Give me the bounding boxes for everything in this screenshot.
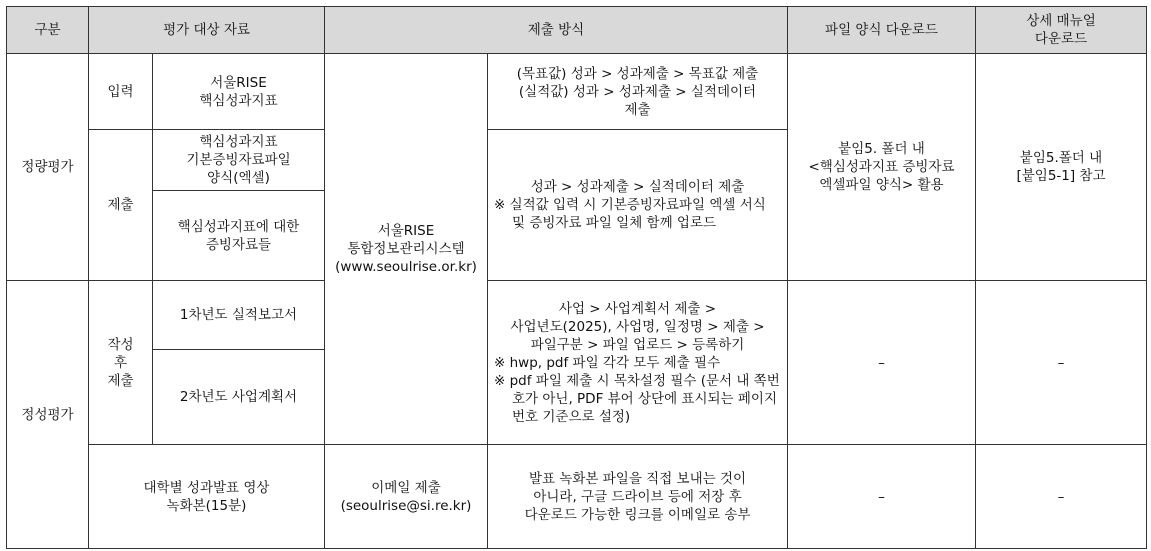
email-method: 이메일 제출 (seoulrise@si.re.kr) <box>325 445 488 549</box>
qualitative-sub-label: 작성 후 제출 <box>89 281 153 445</box>
submit-item-template: 핵심성과지표 기본증빙자료파일 양식(엑셀) <box>153 130 325 191</box>
qualitative-template: – <box>788 281 976 445</box>
email-description: 발표 녹화본 파일을 직접 보내는 것이 아니라, 구글 드라이브 등에 저장 후 다운로드 가능한 링크를 이메일로 송부 <box>488 445 788 549</box>
input-item: 서울RISE 핵심성과지표 <box>153 54 325 130</box>
header-manual: 상세 매뉴얼 다운로드 <box>976 7 1147 54</box>
submit-label: 제출 <box>89 130 153 281</box>
header-category: 구분 <box>7 7 89 54</box>
qualitative-note-files: ※ hwp, pdf 파일 각각 모두 제출 필수 <box>494 354 721 371</box>
header-materials: 평가 대상 자료 <box>89 7 325 54</box>
header-template: 파일 양식 다운로드 <box>788 7 976 54</box>
qualitative-item-plan: 2차년도 사업계획서 <box>153 350 325 445</box>
qualitative-note-toc: ※ pdf 파일 제출 시 목차설정 필수 (문서 내 쪽번호가 아닌, PDF 뷰어 상단에 표시되는 페이지 번호 기준으로 설정) <box>494 372 780 425</box>
qualitative-method: 사업 > 사업계획서 제출 > 사업년도(2025), 사업명, 일정명 > 제출 > 파일구분 > 파일 업로드 > 등록하기 ※ hwp, pdf 파일 각각 모두 제출 필수 ※ pdf 파일 제출 시 목차설정 필수 (문서 내 쪽번호가 아닌, PDF 뷰어 상단에 표시되는 페이지 번호 기준으로 설정) <box>488 281 788 445</box>
submit-note: ※ 실적값 입력 시 기본증빙자료파일 엑셀 서식 및 증빙자료 파일 일체 함께 업로드 <box>494 197 766 231</box>
header-method: 제출 방식 <box>325 7 788 54</box>
submit-item-evidence: 핵심성과지표에 대한 증빙자료들 <box>153 191 325 281</box>
video-item: 대학별 성과발표 영상 녹화본(15분) <box>89 445 325 549</box>
qualitative-manual: – <box>976 281 1147 445</box>
video-manual: – <box>976 445 1147 549</box>
submit-method: 성과 > 성과제출 > 실적데이터 제출 ※ 실적값 입력 시 기본증빙자료파일 엑셀 서식 및 증빙자료 파일 일체 함께 업로드 <box>488 130 788 281</box>
qualitative-item-report: 1차년도 실적보고서 <box>153 281 325 350</box>
video-template: – <box>788 445 976 549</box>
quantitative-manual: 붙임5.폴더 내 [붙임5-1] 참고 <box>976 54 1147 281</box>
quantitative-template: 붙임5. 폴더 내 <핵심성과지표 증빙자료 엑셀파일 양식> 활용 <box>788 54 976 281</box>
quantitative-label: 정량평가 <box>7 54 89 281</box>
submission-table <box>6 6 1147 549</box>
system-cell: 서울RISE 통합정보관리시스템 (www.seoulrise.or.kr) <box>325 54 488 445</box>
input-label: 입력 <box>89 54 153 130</box>
input-method: (목표값) 성과 > 성과제출 > 목표값 제출 (실적값) 성과 > 성과제출 > 실적데이터 제출 <box>488 54 788 130</box>
qualitative-label: 정성평가 <box>7 281 89 549</box>
